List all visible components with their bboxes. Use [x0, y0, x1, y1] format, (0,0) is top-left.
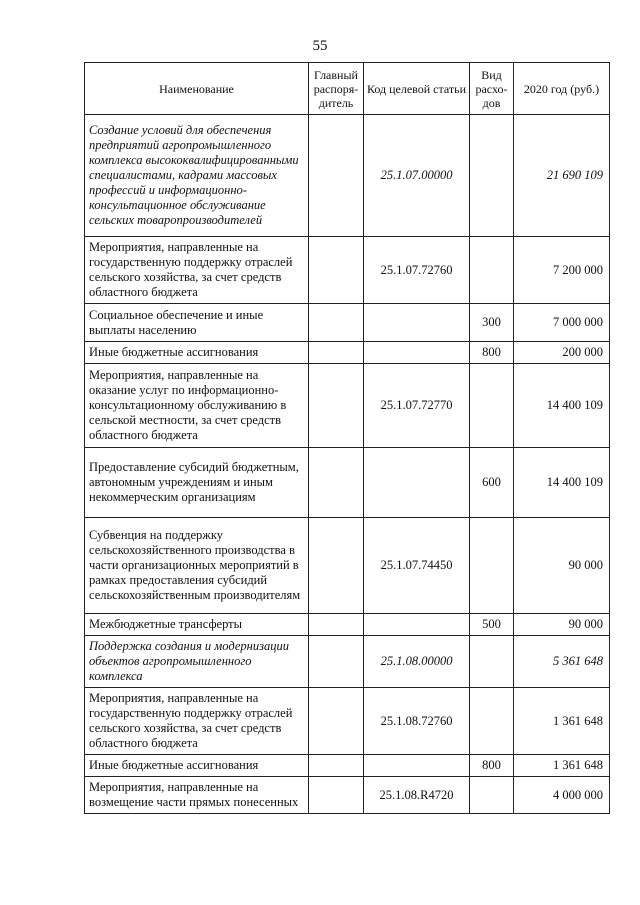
cell-amount: 21 690 109	[514, 115, 610, 237]
cell-manager	[309, 304, 364, 342]
table-row	[85, 688, 610, 755]
cell-amount: 90 000	[514, 518, 610, 614]
cell-amount: 200 000	[514, 342, 610, 364]
table-row	[85, 364, 610, 448]
cell-manager	[309, 755, 364, 777]
cell-amount: 90 000	[514, 614, 610, 636]
cell-name: Иные бюджетные ассигнования	[85, 755, 309, 777]
cell-target-code: 25.1.07.72760	[364, 237, 470, 304]
table-row	[85, 777, 610, 814]
cell-name: Мероприятия, направленные на государственную поддержку отраслей сельского хозяйства, за счет средств областного бюджета	[85, 688, 309, 755]
cell-target-code	[364, 304, 470, 342]
cell-name: Мероприятия, направленные на государственную поддержку отраслей сельского хозяйства, за счет средств областного бюджета	[85, 237, 309, 304]
cell-name: Поддержка создания и модернизации объектов агропромышленного комплекса	[85, 636, 309, 688]
cell-name: Предоставление субсидий бюджетным, автономным учреждениям и иным некоммерческим организациям	[85, 448, 309, 518]
cell-expense-type	[470, 636, 514, 688]
cell-target-code: 25.1.07.00000	[364, 115, 470, 237]
cell-expense-type	[470, 777, 514, 814]
table-row	[85, 304, 610, 342]
cell-amount: 7 200 000	[514, 237, 610, 304]
cell-manager	[309, 518, 364, 614]
cell-amount: 1 361 648	[514, 688, 610, 755]
cell-amount: 4 000 000	[514, 777, 610, 814]
header-target-code: Код целевой статьи	[364, 63, 470, 115]
cell-manager	[309, 115, 364, 237]
cell-amount: 7 000 000	[514, 304, 610, 342]
cell-manager	[309, 688, 364, 755]
cell-manager	[309, 636, 364, 688]
table-row	[85, 755, 610, 777]
table-row	[85, 636, 610, 688]
cell-manager	[309, 364, 364, 448]
cell-amount: 14 400 109	[514, 448, 610, 518]
table-row	[85, 614, 610, 636]
cell-expense-type: 300	[470, 304, 514, 342]
cell-expense-type: 600	[470, 448, 514, 518]
cell-target-code: 25.1.08.72760	[364, 688, 470, 755]
cell-target-code: 25.1.08.00000	[364, 636, 470, 688]
cell-target-code: 25.1.07.74450	[364, 518, 470, 614]
cell-target-code: 25.1.08.R4720	[364, 777, 470, 814]
cell-manager	[309, 777, 364, 814]
table-row	[85, 237, 610, 304]
cell-name: Иные бюджетные ассигнования	[85, 342, 309, 364]
cell-name: Межбюджетные трансферты	[85, 614, 309, 636]
cell-name: Мероприятия, направленные на возмещение части прямых понесенных	[85, 777, 309, 814]
cell-name: Субвенция на поддержку сельскохозяйственного производства в части организационных мероприятий в рамках предоставления субсидий сельскохозяйственным производителям	[85, 518, 309, 614]
table-row	[85, 115, 610, 237]
cell-amount: 1 361 648	[514, 755, 610, 777]
header-expense-type: Вид расхо-дов	[470, 63, 514, 115]
cell-expense-type	[470, 115, 514, 237]
cell-expense-type: 500	[470, 614, 514, 636]
cell-expense-type	[470, 518, 514, 614]
page-number: 55	[312, 38, 328, 54]
cell-expense-type	[470, 688, 514, 755]
cell-amount: 5 361 648	[514, 636, 610, 688]
table-body	[85, 115, 610, 814]
table-header-row	[85, 63, 610, 115]
cell-name: Создание условий для обеспечения предприятий агропромышленного комплекса высококвалифицированными специалистами, кадрами массовых профессий и информационно-консультационное обслуживание сельских товаропроизводителей	[85, 115, 309, 237]
cell-expense-type	[470, 237, 514, 304]
cell-manager	[309, 237, 364, 304]
cell-expense-type: 800	[470, 755, 514, 777]
cell-target-code	[364, 342, 470, 364]
cell-name: Мероприятия, направленные на оказание услуг по информационно-консультационному обслуживанию в сельской местности, за счет средств областного бюджета	[85, 364, 309, 448]
cell-target-code	[364, 755, 470, 777]
header-name: Наименование	[85, 63, 309, 115]
header-main-manager: Главный распоря-дитель	[309, 63, 364, 115]
table-row	[85, 342, 610, 364]
cell-expense-type: 800	[470, 342, 514, 364]
cell-manager	[309, 448, 364, 518]
cell-target-code: 25.1.07.72770	[364, 364, 470, 448]
cell-target-code	[364, 448, 470, 518]
cell-name: Социальное обеспечение и иные выплаты населению	[85, 304, 309, 342]
cell-expense-type	[470, 364, 514, 448]
cell-amount: 14 400 109	[514, 364, 610, 448]
table-row	[85, 518, 610, 614]
header-year-2020: 2020 год (руб.)	[514, 63, 610, 115]
cell-manager	[309, 614, 364, 636]
cell-target-code	[364, 614, 470, 636]
table-row	[85, 448, 610, 518]
budget-table	[84, 62, 610, 814]
cell-manager	[309, 342, 364, 364]
